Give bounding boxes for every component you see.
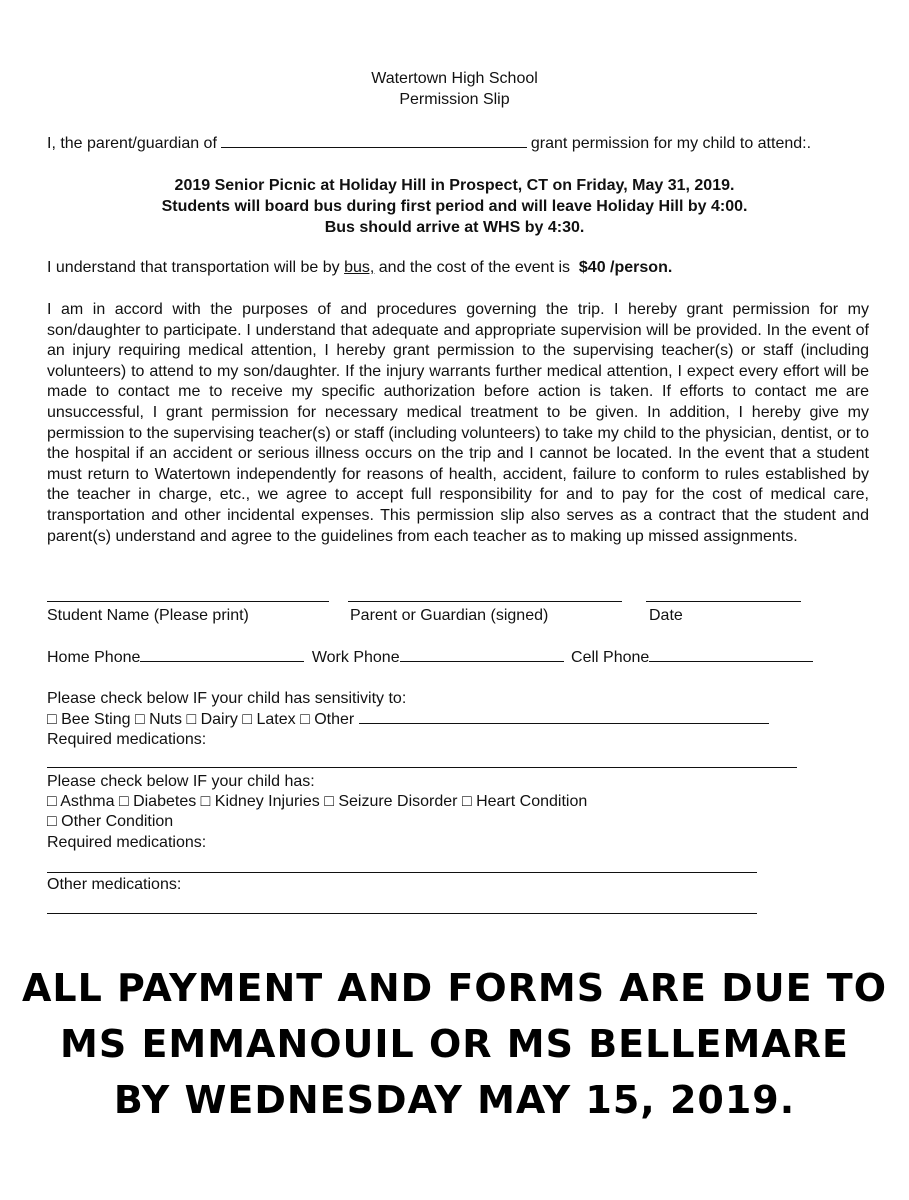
event-line-3: Bus should arrive at WHS by 4:30.	[324, 219, 585, 236]
sensitivity-heading: Please check below IF your child has sensitivity to:	[47, 690, 407, 707]
sensitivity-options	[47, 711, 773, 729]
cell-phone-label: Cell Phone	[571, 649, 650, 666]
option-seizure-disorder: Seizure Disorder	[338, 793, 458, 810]
student-name-label: Student Name (Please print)	[47, 607, 249, 624]
checkbox-seizure-disorder[interactable]: □	[324, 793, 334, 810]
checkbox-kidney-injuries[interactable]: □	[200, 793, 211, 810]
checkbox-asthma[interactable]: □	[47, 793, 57, 810]
document-header	[0, 68, 909, 110]
child-name-blank[interactable]	[221, 146, 527, 148]
parent-signature-label: Parent or Guardian (signed)	[350, 607, 549, 624]
option-kidney-injuries: Kidney Injuries	[214, 793, 320, 810]
conditions-medications-label: Required medications:	[47, 834, 207, 851]
notice-line-1: ALL PAYMENT AND FORMS ARE DUE TO	[21, 966, 888, 1010]
notice-line-3: BY WEDNESDAY MAY 15, 2019.	[113, 1078, 796, 1122]
option-heart-condition: Heart Condition	[476, 793, 588, 810]
option-bee-sting: Bee Sting	[61, 711, 131, 728]
parent-signature-line[interactable]	[348, 601, 622, 602]
notice-line-2: MS EMMANOUIL OR MS BELLEMARE	[60, 1022, 849, 1066]
transport-middle: and the cost of the event is	[378, 259, 571, 276]
sensitivity-medications-label: Required medications:	[47, 731, 207, 748]
date-label: Date	[649, 607, 683, 624]
intro-prefix: I, the parent/guardian of	[47, 135, 217, 152]
sensitivity-medications-line[interactable]	[47, 767, 797, 768]
intro-suffix: grant permission for my child to attend:.	[530, 135, 812, 152]
phone-line	[47, 649, 813, 667]
due-date-notice	[0, 960, 909, 1128]
work-phone-blank[interactable]	[400, 660, 564, 662]
event-line-2: Students will board bus during first period and will leave Holiday Hill by 4:00.	[161, 198, 748, 215]
option-dairy: Dairy	[200, 711, 238, 728]
student-name-line[interactable]	[47, 601, 329, 602]
event-details	[0, 175, 909, 238]
conditions-medications-line[interactable]	[47, 872, 757, 873]
option-diabetes: Diabetes	[133, 793, 197, 810]
other-sensitivity-blank[interactable]	[359, 722, 769, 724]
event-cost: $40 /person.	[578, 259, 673, 276]
school-name: Watertown High School	[371, 70, 538, 87]
work-phone-label: Work Phone	[311, 649, 400, 666]
other-medications-label: Other medications:	[47, 876, 182, 893]
transport-mode: bus,	[344, 259, 375, 276]
option-other: Other	[314, 711, 355, 728]
checkbox-dairy[interactable]: □	[186, 711, 197, 728]
conditions-heading: Please check below IF your child has:	[47, 773, 315, 790]
home-phone-blank[interactable]	[140, 660, 304, 662]
conditions-options	[47, 793, 587, 811]
checkbox-heart-condition[interactable]: □	[461, 793, 472, 810]
document-title: Permission Slip	[399, 91, 510, 108]
checkbox-other-condition[interactable]: □	[47, 813, 57, 830]
option-nuts: Nuts	[149, 711, 182, 728]
transport-line	[47, 259, 672, 277]
date-line[interactable]	[646, 601, 801, 602]
checkbox-latex[interactable]: □	[242, 711, 253, 728]
other-medications-line[interactable]	[47, 913, 757, 914]
option-latex: Latex	[256, 711, 296, 728]
transport-prefix: I understand that transportation will be by	[47, 259, 340, 276]
intro-line	[47, 135, 811, 153]
checkbox-bee-sting[interactable]: □	[47, 711, 57, 728]
option-asthma: Asthma	[60, 793, 115, 810]
event-line-1: 2019 Senior Picnic at Holiday Hill in Prospect, CT on Friday, May 31, 2019.	[174, 177, 735, 194]
checkbox-nuts[interactable]: □	[134, 711, 145, 728]
cell-phone-blank[interactable]	[649, 660, 813, 662]
home-phone-label: Home Phone	[47, 649, 141, 666]
option-other-condition: Other Condition	[61, 813, 174, 830]
checkbox-other[interactable]: □	[300, 711, 310, 728]
checkbox-diabetes[interactable]: □	[118, 793, 129, 810]
agreement-paragraph: I am in accord with the purposes of and procedures governing the trip. I hereby grant permission for my son/daughter to participate. I understand that adequate and appropriate supervision will be provided. In the event of an injury requiring medical attention, I hereby grant permission to the supervising teacher(s) or staff (including volunteers) to attend to my son/daughter. If the injury warrants further medical attention, I expect every effort will be made to contact me to receive my specific authorization before action is taken. If efforts to contact me are unsuccessful, I grant permission for necessary medical treatment to be given. In addition, I hereby give my permission to the supervising teacher(s) or staff (including volunteers) to take my child to the physician, dentist, or to the hospital if an accident or serious illness occurs on the trip and I cannot be located. In the event that a student must return to Watertown independently for reasons of health, accident, failure to conform to rules established by the teacher in charge, etc., we agree to accept full responsibility for and to pay for the cost of medical care, transportation and other incidental expenses. This permission slip also serves as a contract that the student and parent(s) understand and agree to the guidelines from each teacher as to making up missed assignments.	[47, 301, 869, 545]
other-condition-row	[47, 813, 173, 831]
